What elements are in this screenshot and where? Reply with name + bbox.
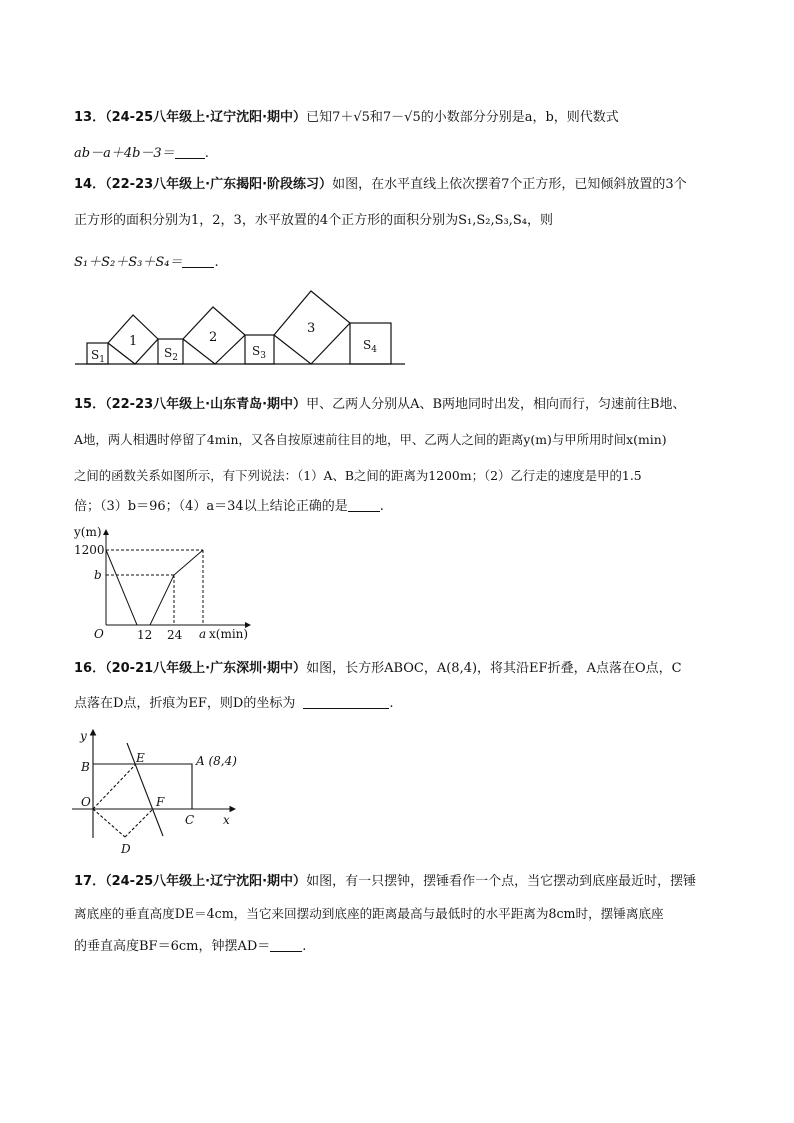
q15-line3 [74,466,642,486]
q16-source: （20-21八年级上·广东深圳·期中） [105,661,307,676]
q15-origin: O [94,627,104,641]
q16-text1: 如图，长方形ABOC，A(8,4)，将其沿EF折叠，A点落在O点，C [306,661,682,676]
q14-label-s1: $S_1$ [91,348,105,365]
q15-text1: 甲、乙两人分别从A、B两地同时出发，相向而行，匀速前往B地、 [306,397,686,412]
q16-label-b: B [81,760,90,774]
q14-text1: 如图，在水平直线上依次摆着7个正方形，已知倾斜放置的3个 [332,177,687,192]
q16-text2: 点落在D点，折痕为EF，则D的坐标为 [74,696,296,711]
q15-graph-figure [70,522,260,644]
q16-label-c: C [185,813,195,827]
q13-number: 13． [74,110,106,125]
q17-line2 [74,904,664,924]
q13-expression: ab－a＋4b－3＝ [74,146,175,161]
q16-dash-df [125,809,153,837]
q16-label-o: O [81,795,91,809]
q15-answer-blank [348,497,380,512]
q16-label-d: D [121,842,131,856]
q15-tick-1200: 1200 [74,543,105,557]
q15-tick-a: a [199,627,207,641]
q17-number: 17． [74,874,106,889]
q16-rectangle [93,764,192,809]
q16-label-y: y [80,729,87,743]
q14-text2: 正方形的面积分别为1，2，3，水平放置的4个正方形的面积分别为S₁,S₂,S₃,S₄，则 [74,213,553,228]
q15-tick-24: 24 [167,628,183,642]
q15-text2: A地，两人相遇时停留了4min，又各自按原速前往目的地，甲、乙两人之间的距离y(m)与甲所用时间x(min) [74,432,667,447]
q16-label-e: E [136,751,145,765]
q16-label-a: A (8,4) [196,754,237,768]
q15-line1 [74,395,686,415]
q15-text4: 倍；（3）b＝96；（4）a＝34以上结论正确的是 [74,499,348,514]
q14-line1 [74,175,687,195]
q16-line1 [74,659,682,679]
q14-number: 14． [74,177,106,192]
q13-text1: 已知7＋√5和7－√5的小数部分分别是a，b，则代数式 [306,110,619,125]
q16-fold-line [127,743,163,836]
q15-number: 15． [74,397,106,412]
q16-answer-blank [303,694,389,709]
q16-number: 16． [74,661,106,676]
q17-text3: 的垂直高度BF＝6cm，钟摆AD＝ [74,939,271,954]
q13-end: . [204,146,209,161]
q14-expression: S₁＋S₂＋S₃＋S₄＝ [74,255,183,270]
q16-end: . [389,696,394,711]
q17-answer-blank [270,937,302,952]
q17-text2: 离底座的垂直高度DE＝4cm，当它来回摆动到底座的距离最高与最低时的水平距离为8cm时，摆锤离底座 [74,906,664,921]
q15-line2 [74,430,667,450]
q15-line4 [74,497,384,517]
q16-fold-figure [70,726,250,858]
q14-tilted-label-2: 2 [209,330,218,345]
q15-tick-b: b [94,568,102,582]
q17-end: . [302,939,307,954]
q14-squares-figure [70,285,410,370]
q16-label-x: x [223,813,230,827]
q15-source: （22-23八年级上·山东青岛·期中） [105,397,307,412]
q14-source: （22-23八年级上·广东揭阳·阶段练习） [105,177,333,192]
q16-label-f: F [156,795,165,809]
q14-line2 [74,211,553,231]
q14-end: . [214,255,219,270]
q14-tilted-label-1: 1 [129,334,138,349]
q17-text1: 如图，有一只摆钟，摆锤看作一个点，当它摆动到底座最近时，摆锤 [306,874,697,889]
q17-line1 [74,872,696,892]
q14-label-s3: $S_3$ [252,344,266,361]
q14-label-s4: $S_4$ [363,338,377,355]
q14-line3 [74,253,219,273]
q16-line2 [74,694,394,714]
q15-function-line [106,550,203,625]
q14-tilted-label-3: 3 [307,321,316,336]
q13-source: （24-25八年级上·辽宁沈阳·期中） [105,110,307,125]
q15-end: . [379,499,384,514]
q15-tick-12: 12 [137,628,153,642]
q17-source: （24-25八年级上·辽宁沈阳·期中） [105,874,307,889]
q15-x-label: x(min) [209,627,249,641]
q17-line3 [74,937,306,957]
q14-answer-blank [182,253,214,268]
q14-label-s2: $S_2$ [164,346,178,363]
q15-y-label: y(m) [74,525,102,539]
q13-line1 [74,108,619,128]
q15-text3: 之间的函数关系如图所示，有下列说法：（1）A、B之间的距离为1200m；（2）乙行走的速度是甲的1.5 [74,468,642,483]
q13-answer-blank [175,144,205,159]
q16-dash-od [93,809,125,837]
q16-dash-oe [93,764,136,809]
q13-line2 [74,144,209,164]
